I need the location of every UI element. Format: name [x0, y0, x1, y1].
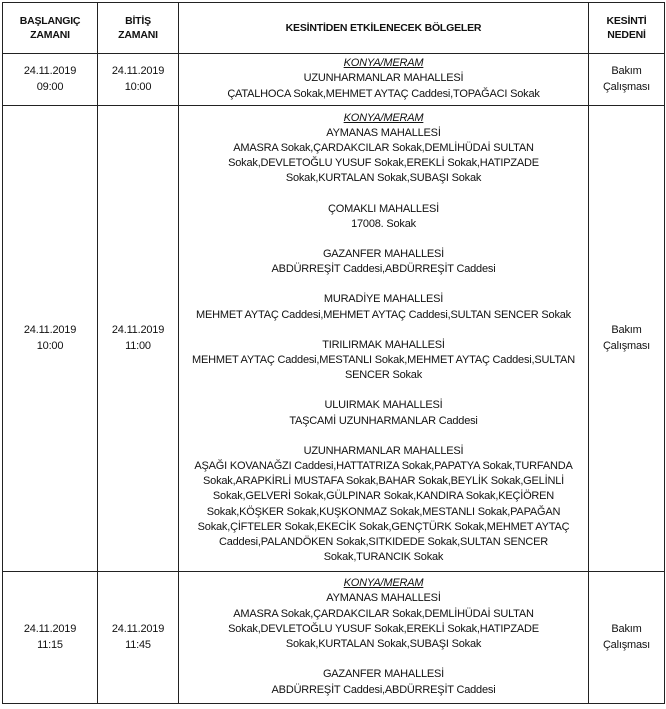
reason-line2: Çalışması	[602, 638, 651, 651]
province-label: KONYA/MERAM	[343, 57, 424, 70]
neighborhood-group	[181, 247, 586, 277]
neighborhood-group	[181, 338, 586, 384]
reason-line1: Bakım	[611, 623, 642, 636]
reason-line2: Çalışması	[602, 80, 651, 93]
start-time: 10:00	[36, 339, 64, 352]
header-row	[3, 3, 665, 54]
header-outage-reason	[589, 3, 665, 54]
table-row	[3, 54, 665, 106]
reason-line2: Çalışması	[602, 339, 651, 352]
affected-regions-cell	[179, 54, 589, 106]
reason-line1: Bakım	[611, 65, 642, 78]
start-time: 09:00	[36, 80, 64, 93]
header-reason-line1: KESİNTİ	[606, 15, 647, 27]
street-list: AŞAĞI KOVANAĞZI Caddesi,HATTATRIZA Sokak,PAPATYA Sokak,TURFANDA Sokak,ARAPKİRLİ MUSTAFA Sokak,BAHAR Sokak,BEYLİK Sokak,GELİNLİ Sokak,GELVERİ Sokak,GÜLPINAR Sokak,KANDIRA Sokak,KEÇİÖREN Sokak,KÖŞKER Sokak,KUŞKONMAZ Sokak,MESTANLI Sokak,PAPAĞAN Sokak,ÇİFTELER Sokak,EKECİK Sokak,GENÇTÜRK Sokak,MEHMET AYTAÇ Caddesi,PALANDÖKEN Sokak,SITKIDEDE Sokak,SULTAN SENCER Sokak,TURANCIK Sokak	[194, 460, 573, 564]
affected-regions-cell	[179, 106, 589, 572]
neighborhood-name: ULUIRMAK MAHALLESİ	[324, 399, 443, 412]
header-end-line2: ZAMANI	[118, 29, 158, 41]
end-time-cell	[98, 106, 179, 572]
end-time: 10:00	[124, 80, 152, 93]
province-label: KONYA/MERAM	[343, 577, 424, 590]
street-list: ÇATALHOCA Sokak,MEHMET AYTAÇ Caddesi,TOPAĞACI Sokak	[227, 87, 540, 100]
start-time: 11:15	[37, 638, 63, 651]
start-time-cell	[3, 54, 98, 106]
header-affected-regions: KESİNTİDEN ETKİLENECEK BÖLGELER	[179, 3, 589, 54]
outage-schedule-table	[2, 2, 665, 704]
neighborhood-name: AYMANAS MAHALLESİ	[326, 126, 441, 139]
region-list	[181, 575, 586, 699]
outage-reason-cell	[589, 572, 665, 704]
outage-reason-cell	[589, 106, 665, 572]
end-time-cell	[98, 572, 179, 704]
neighborhood-group	[181, 591, 586, 652]
start-date: 24.11.2019	[23, 623, 77, 636]
end-date: 24.11.2019	[111, 324, 165, 337]
start-date: 24.11.2019	[23, 324, 77, 337]
region-list	[181, 55, 586, 104]
neighborhood-name: GAZANFER MAHALLESİ	[322, 247, 445, 260]
header-start-time	[3, 3, 98, 54]
neighborhood-name: AYMANAS MAHALLESİ	[326, 592, 441, 605]
street-list: TAŞCAMİ UZUNHARMANLAR Caddesi	[289, 414, 478, 427]
street-list: AMASRA Sokak,ÇARDAKCILAR Sokak,DEMLİHÜDAİ SULTAN Sokak,DEVLETOĞLU YUSUF Sokak,EREKLİ Sokak,HATIPZADE Sokak,KURTALAN Sokak,SUBAŞI Sokak	[228, 607, 539, 651]
street-list: MEHMET AYTAÇ Caddesi,MESTANLI Sokak,MEHMET AYTAÇ Caddesi,SULTAN SENCER Sokak	[192, 354, 575, 382]
neighborhood-group	[181, 667, 586, 697]
street-list: AMASRA Sokak,ÇARDAKCILAR Sokak,DEMLİHÜDAİ SULTAN Sokak,DEVLETOĞLU YUSUF Sokak,EREKLİ Sokak,HATIPZADE Sokak,KURTALAN Sokak,SUBAŞI Sokak	[228, 141, 539, 185]
outage-reason-cell	[589, 54, 665, 106]
header-end-line1: BİTİŞ	[125, 15, 151, 27]
header-reason-line2: NEDENİ	[607, 29, 646, 41]
neighborhood-group	[181, 202, 586, 232]
header-start-line1: BAŞLANGIÇ	[19, 15, 81, 27]
start-time-cell	[3, 572, 98, 704]
neighborhood-group	[181, 126, 586, 187]
region-list	[181, 110, 586, 568]
end-date: 24.11.2019	[111, 65, 165, 78]
neighborhood-group	[181, 444, 586, 566]
table-row	[3, 572, 665, 704]
neighborhood-name: MURADİYE MAHALLESİ	[323, 293, 444, 306]
neighborhood-name: UZUNHARMANLAR MAHALLESİ	[303, 444, 464, 457]
start-time-cell	[3, 106, 98, 572]
end-time-cell	[98, 54, 179, 106]
header-start-line2: ZAMANI	[30, 29, 70, 41]
neighborhood-name: TIRILIRMAK MAHALLESİ	[322, 338, 445, 351]
street-list: MEHMET AYTAÇ Caddesi,MEHMET AYTAÇ Caddesi,SULTAN SENCER Sokak	[196, 308, 571, 321]
end-time: 11:00	[125, 339, 151, 352]
table-row	[3, 106, 665, 572]
street-list: ABDÜRREŞİT Caddesi,ABDÜRREŞİT Caddesi	[271, 263, 496, 276]
street-list: ABDÜRREŞİT Caddesi,ABDÜRREŞİT Caddesi	[271, 683, 496, 696]
start-date: 24.11.2019	[23, 65, 77, 78]
neighborhood-group	[181, 398, 586, 428]
neighborhood-group	[181, 71, 586, 101]
affected-regions-cell	[179, 572, 589, 704]
street-list: 17008. Sokak	[351, 217, 416, 230]
end-time: 11:45	[125, 638, 151, 651]
neighborhood-name: GAZANFER MAHALLESİ	[322, 668, 445, 681]
header-end-time	[98, 3, 179, 54]
neighborhood-group	[181, 292, 586, 322]
reason-line1: Bakım	[611, 324, 642, 337]
province-label: KONYA/MERAM	[343, 111, 424, 124]
end-date: 24.11.2019	[111, 623, 165, 636]
neighborhood-name: UZUNHARMANLAR MAHALLESİ	[303, 72, 464, 85]
neighborhood-name: ÇOMAKLI MAHALLESİ	[328, 202, 439, 215]
